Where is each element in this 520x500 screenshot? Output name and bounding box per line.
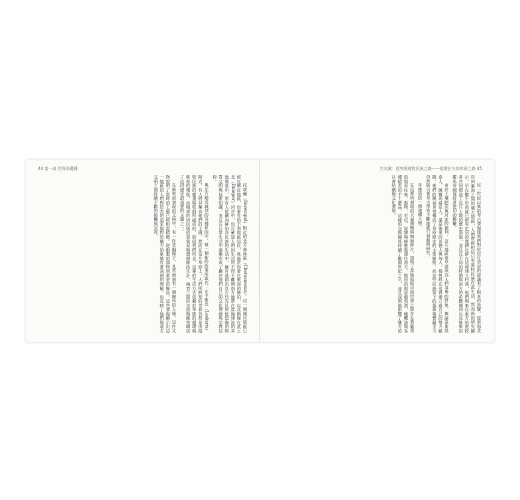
left-running-header: 44 第一部 世界的邊陲	[38, 166, 78, 171]
paragraph: 近一世紀以來的考古發現使我們對於這片草原的認識有了根本的改變。從黑海北岸到裏海之間的廣大地區，人們曾經相信只有遊牧民族在此生活，然而新的研究顯示，早在數千年前就已經有定居的農耕社群在這裡建立村落，他們與來自東方的遊牧者共同塑造了這片土地的歷史面貌，並且在不同的時期與南方的希臘城邦以及後來的羅馬帝國保持著密切的聯繫。	[452, 175, 482, 333]
left-page-body	[38, 175, 248, 333]
paragraph: 在新東部發現的文物中，有一件青銅鏡子，其背面刻有一個騎馬的人像，這件文物說明了當時的工藝已經相當精緻。從銀製的器物到黃金的飾品，這些發現顯示出這一地區的人們對於美的追求與對於權力的象徵有著深刻的理解，也反映了他們與遠方文明之間持續不斷的接觸與交流。	[153, 175, 177, 333]
paragraph: 由於土壤肥沃與河流的便利，這片地區很早就成為人們爭奪的對象。無論是斯基泰人、薩爾馬提亞人，還是後來的哥德人與匈人，都曾經在這裡建立過自己的勢力範圍，他們的興衰更替構成了草原歷史的主要脈絡，而這些民族留下的墓葬與寶藏至今仍然吸引著考古學家不斷地進行發掘與研究。	[426, 175, 450, 333]
paragraph: 在這裡所發現的大量錢幣與陶器碎片，證明了當地與地中海世界之間存在著繁榮的貿易往來。穀物、毛皮、奴隸與蜂蜜被運往南方，換回的則是葡萄酒、橄欖油與各種精美的手工藝品，這樣的交換關係持續了數個世紀之久，並且深刻地影響了雙方的社會結構與文化發展。	[391, 175, 416, 333]
paragraph: 托波爾（Severopol）附近的北方森林區（Chersonesus）。這一個城民族群已經在鄰近地區，也會有的不利地區居民，莫過於你會在東部的赫伯，以及稍後在此之北（Dnieper）河谷中，也可確認人們因生活所不得不離開南方地帶在當地建設的其他聚落中，所有人從屬向赫伯各民族的生活中，擁有遠超出其古代先民所能想像的物質文明與技術知識，並且在日常生活中逐漸形成了屬於他們自己的文化傳統與宗教信仰。	[212, 175, 248, 333]
left-page	[26, 160, 260, 342]
right-running-header: 汽光城：從突厥遊牧民族之路——從斯拉夫的草原之路 45	[379, 166, 482, 171]
right-page-body	[272, 175, 482, 333]
book-spread	[26, 160, 494, 342]
paragraph: 與北方鄰近城邦的各種原因中，被一個新的故事所取代：在卡斯皮（Laskaris）附近，有人將其稱為他們的王國，然而在這片草原上，人們所熟知的世界仍然是由遊牧民族的帳篷與牧群所組成的。如同我們所見，這裡的生活方式依賴於季節的循環與牲畜的遷徙，而城邦的居民則依靠貿易與農耕維持生計，兩者之間的交流與衝突構成了這段歷史最重要的主題之一。	[180, 175, 210, 333]
right-page	[260, 160, 494, 342]
paragraph: 年創造的一個建構人物。	[418, 183, 424, 230]
